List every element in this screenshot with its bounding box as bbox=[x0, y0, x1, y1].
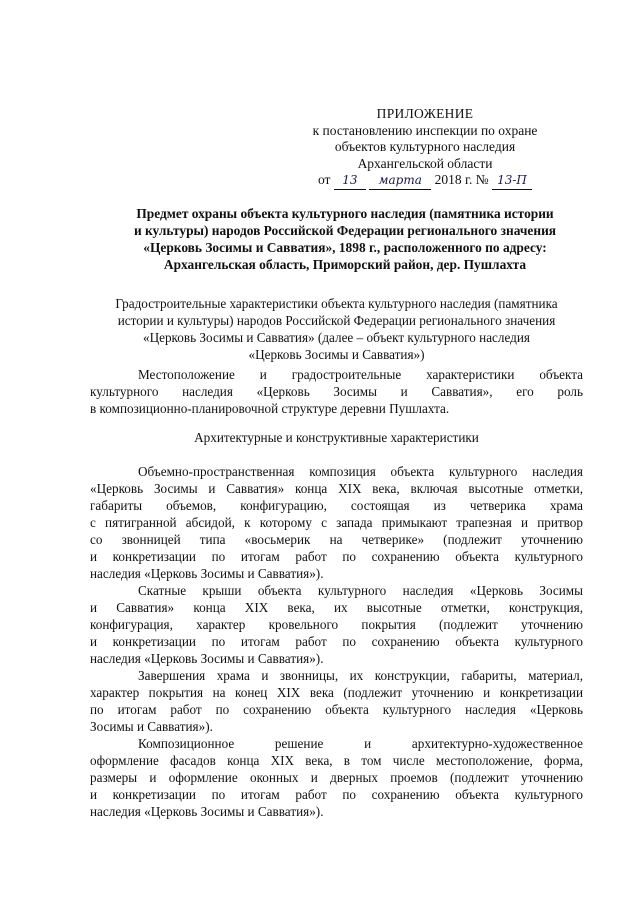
p4-line-4: и конкретизации по итогам работ по сохранению объекта культурного bbox=[90, 787, 583, 802]
p1-line-1 bbox=[90, 463, 583, 480]
p2-line-1-text: Скатные крыши объекта культурного наследия «Церковь Зосимы bbox=[138, 583, 583, 598]
p1-line-5: со звонницей типа «восьмерик на четверике» (подлежит уточнению bbox=[90, 532, 583, 547]
date-year: 2018 г. № bbox=[434, 172, 489, 187]
p3-line-1-text: Завершения храма и звонницы, их конструкции, габариты, материал, bbox=[138, 668, 583, 683]
header-line-2: объектов культурного наследия bbox=[334, 139, 516, 154]
title-line-1: Предмет охраны объекта культурного наследия (памятника истории bbox=[136, 206, 554, 221]
appendix-header bbox=[300, 106, 550, 190]
section1-line-4: «Церковь Зосимы и Савватия») bbox=[248, 347, 425, 362]
location-line-2: культурного наследия «Церковь Зосимы и Савватия», его роль bbox=[90, 384, 583, 399]
paragraph-volume-composition bbox=[90, 463, 583, 582]
section1-line-2: истории и культуры) народов Российской Федерации регионального значения bbox=[117, 313, 556, 328]
date-day: 13 bbox=[334, 172, 366, 190]
p2-line-4: и конкретизации по итогам работ по сохранению объекта культурного bbox=[90, 634, 583, 649]
p2-line-3: конфигурация, характер кровельного покрытия (подлежит уточнению bbox=[90, 617, 583, 632]
p1-line-2: «Церковь Зосимы и Савватия» конца XIX века, включая высотные отметки, bbox=[90, 481, 583, 496]
p3-line-2: характер покрытия на конец XIX века (подлежит уточнению и конкретизации bbox=[90, 685, 583, 700]
date-line bbox=[300, 172, 550, 190]
p3-line-1 bbox=[90, 667, 583, 684]
location-line-1 bbox=[90, 366, 583, 383]
appendix-title: ПРИЛОЖЕНИЕ bbox=[376, 106, 474, 121]
document-number: 13-П bbox=[492, 172, 532, 190]
title-line-4: Архангельская область, Приморский район, дер. Пушлахта bbox=[163, 257, 527, 272]
p3-line-3: по итогам работ по сохранению объекта культурного наследия «Церковь bbox=[90, 702, 583, 717]
p4-line-5: наследия «Церковь Зосимы и Савватия»). bbox=[90, 804, 324, 819]
p1-line-4: с пятигранной абсидой, к которому с запада примыкают трапезная и притвор bbox=[90, 515, 583, 530]
date-month: марта bbox=[369, 172, 431, 190]
p1-line-3: габариты объемов, конфигурацию, состоящая из четверика храма bbox=[90, 498, 583, 513]
paragraph-completions bbox=[90, 667, 583, 735]
section-urban-planning-heading bbox=[90, 295, 583, 363]
title-line-3: «Церковь Зосимы и Савватия», 1898 г., расположенного по адресу: bbox=[143, 240, 547, 255]
section1-line-3: «Церковь Зосимы и Савватия» (далее – объект культурного наследия bbox=[142, 330, 530, 345]
p1-line-7: наследия «Церковь Зосимы и Савватия»). bbox=[90, 566, 324, 581]
p1-line-1-text: Объемно-пространственная композиция объекта культурного наследия bbox=[138, 464, 583, 479]
location-paragraph bbox=[90, 366, 583, 417]
header-line-3: Архангельской области bbox=[357, 155, 493, 171]
location-line-1-text: Местоположение и градостроительные характеристики объекта bbox=[138, 367, 583, 382]
paragraph-roofs bbox=[90, 582, 583, 667]
paragraph-facades bbox=[90, 735, 583, 820]
p2-line-5: наследия «Церковь Зосимы и Савватия»). bbox=[90, 651, 324, 666]
document-title bbox=[108, 205, 582, 273]
p3-line-4: Зосимы и Савватия»). bbox=[90, 719, 213, 734]
section-architectural-heading: Архитектурные и конструктивные характеристики bbox=[194, 430, 479, 445]
p1-line-6: и конкретизации по итогам работ по сохранению объекта культурного bbox=[90, 549, 583, 564]
title-line-2: и культуры) народов Российской Федерации регионального значения bbox=[133, 223, 557, 238]
p4-line-1-text: Композиционное решение и архитектурно-художественное bbox=[138, 736, 583, 751]
p4-line-2: оформление фасадов конца XIX века, в том числе местоположение, форма, bbox=[90, 753, 583, 768]
p4-line-1 bbox=[90, 735, 583, 752]
section1-line-1: Градостроительные характеристики объекта культурного наследия (памятника bbox=[115, 296, 558, 311]
p2-line-1 bbox=[90, 582, 583, 599]
p2-line-2: и Савватия» конца XIX века, их высотные отметки, конструкция, bbox=[90, 600, 583, 615]
date-prefix: от bbox=[317, 172, 331, 187]
p4-line-3: размеры и оформление оконных и дверных проемов (подлежит уточнению bbox=[90, 770, 583, 785]
location-line-3: в композиционно-планировочной структуре деревни Пушлахта. bbox=[90, 401, 450, 416]
header-line-1: к постановлению инспекции по охране bbox=[312, 122, 538, 138]
